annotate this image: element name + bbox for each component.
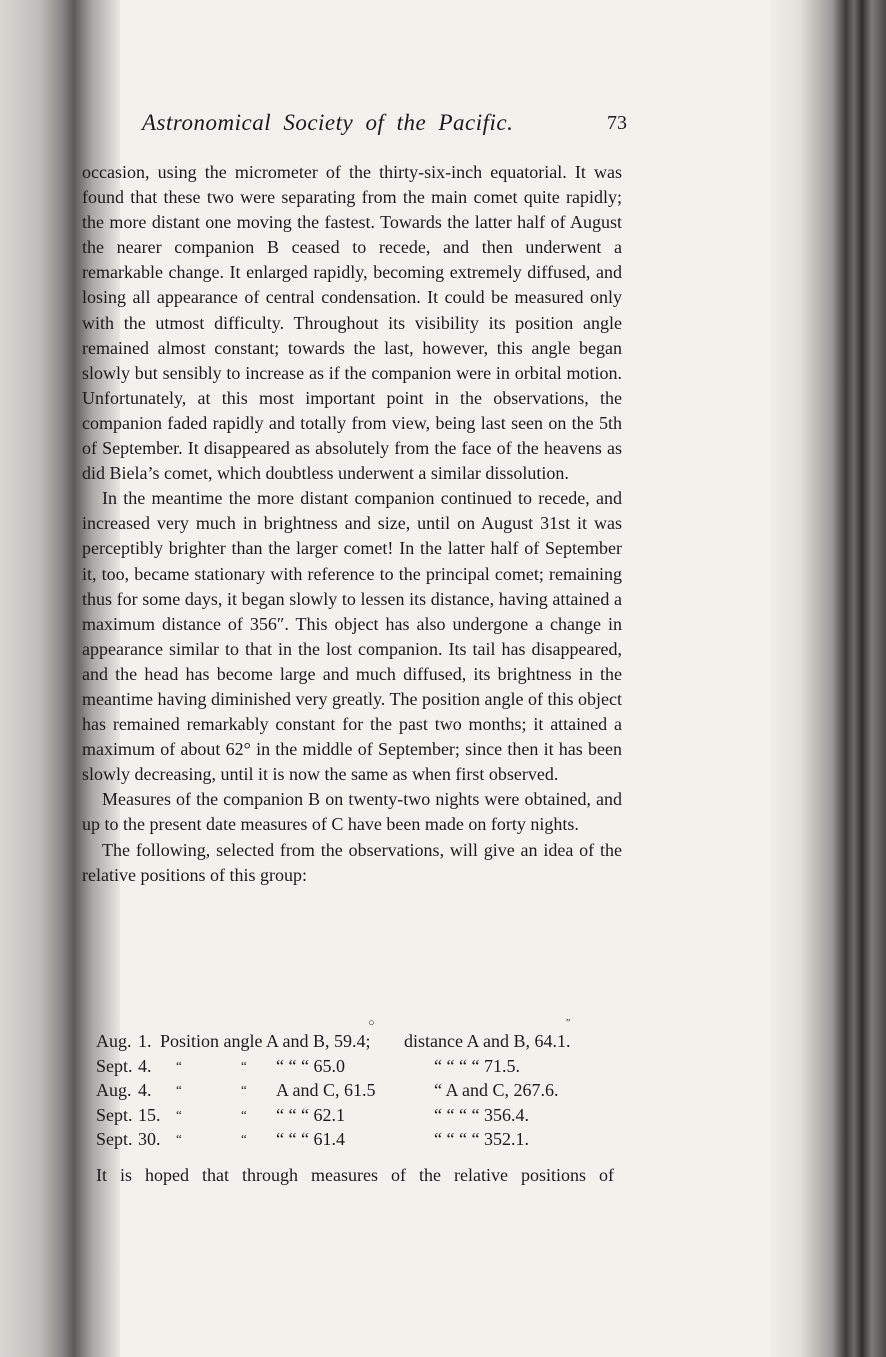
row-angle: “ “ “ 65.0: [276, 1055, 345, 1076]
table-row: [96, 1127, 596, 1152]
row-day: 30.: [138, 1129, 161, 1149]
seconds-mark: ″: [566, 1017, 571, 1029]
table-row: [96, 1054, 596, 1079]
unit-marks: [96, 1017, 596, 1029]
row-date: Aug.: [96, 1080, 132, 1100]
row-date: Sept.: [96, 1104, 133, 1125]
paragraph-3: Measures of the companion B on twenty-two nights were obtained, and up to the present date measures of C have been made on forty nights.: [82, 789, 622, 835]
row-ditto-2: “: [241, 1082, 247, 1097]
row-distance: “ “ “ “ 352.1.: [434, 1129, 529, 1149]
table-row: [96, 1103, 596, 1128]
row-angle: “ “ “ 61.4: [276, 1129, 345, 1149]
row-distance: “ “ “ “ 71.5.: [434, 1055, 520, 1076]
row-ditto-1: “: [176, 1057, 182, 1073]
row-ditto-2: “: [241, 1106, 247, 1122]
table-row: [96, 1029, 596, 1054]
row-day: 1.: [138, 1031, 152, 1051]
page-stack-edge: [770, 0, 886, 1357]
row-day: 4.: [138, 1080, 152, 1100]
row-ditto-1: “: [176, 1082, 182, 1097]
row-angle: Position angle A and B, 59.4;: [160, 1031, 371, 1051]
paragraph-2: In the meantime the more distant companion continued to recede, and increased very much in brightness and size, until on August 31st it was perceptibly brighter than the larger comet! In the latter half of September it, too, became stationary with reference to the principal comet; remaining thus for some days, it began slowly to lessen its distance, having attained a maximum distance of 356″. This object has also undergone a change in appearance similar to that in the lost companion. Its tail has disappeared, and the head has become large and much diffused, its brightness in the meantime having diminished very greatly. The position angle of this object has remained remarkably constant for the past two months; it attained a maximum of about 62° in the middle of September; since then it has been slowly decreasing, until it is now the same as when first observed.: [82, 488, 622, 785]
row-ditto-1: “: [176, 1106, 182, 1122]
degree-mark: ○: [368, 1017, 375, 1029]
paragraph-4: The following, selected from the observations, will give an idea of the relative positions of this group:: [82, 839, 622, 885]
row-date: Sept.: [96, 1055, 133, 1076]
page-number: 73: [607, 112, 627, 134]
row-distance: “ A and C, 267.6.: [434, 1080, 559, 1100]
row-date: Aug.: [96, 1031, 132, 1051]
body-text: [82, 160, 622, 888]
journal-title: Astronomical Society of the Pacific.: [142, 110, 514, 135]
row-angle: “ “ “ 62.1: [276, 1104, 345, 1125]
row-day: 15.: [138, 1104, 161, 1125]
row-ditto-2: “: [241, 1057, 247, 1073]
row-distance: “ “ “ “ 356.4.: [434, 1104, 529, 1125]
running-header: [142, 110, 627, 146]
row-distance: distance A and B, 64.1.: [404, 1031, 571, 1051]
closing-line: It is hoped that through measures of the relative positions of: [96, 1165, 614, 1185]
row-date: Sept.: [96, 1129, 133, 1149]
row-ditto-1: “: [176, 1131, 182, 1146]
table-row: [96, 1078, 596, 1103]
row-ditto-2: “: [241, 1131, 247, 1146]
paragraph-1: occasion, using the micrometer of the thirty-six-inch equatorial. It was found that these two were separating from the main comet quite rapidly; the more distant one moving the fastest. Towards the latter half of August the nearer companion B ceased to recede, and then underwent a remarkable change. It enlarged rapidly, becoming extremely diffused, and losing all appearance of central condensation. It could be measured only with the utmost difficulty. Throughout its visibility its position angle remained almost constant; towards the last, however, this angle began slowly but sensibly to increase as if the companion were in orbital motion. Unfortunately, at this most important point in the observations, the companion faded rapidly and totally from view, being last seen on the 5th of September. It disappeared as absolutely from the face of the heavens as did Biela’s comet, which doubtless underwent a similar dissolution.: [82, 162, 622, 484]
row-angle: A and C, 61.5: [276, 1080, 376, 1100]
measures-table: [96, 1017, 596, 1152]
row-day: 4.: [138, 1055, 152, 1076]
